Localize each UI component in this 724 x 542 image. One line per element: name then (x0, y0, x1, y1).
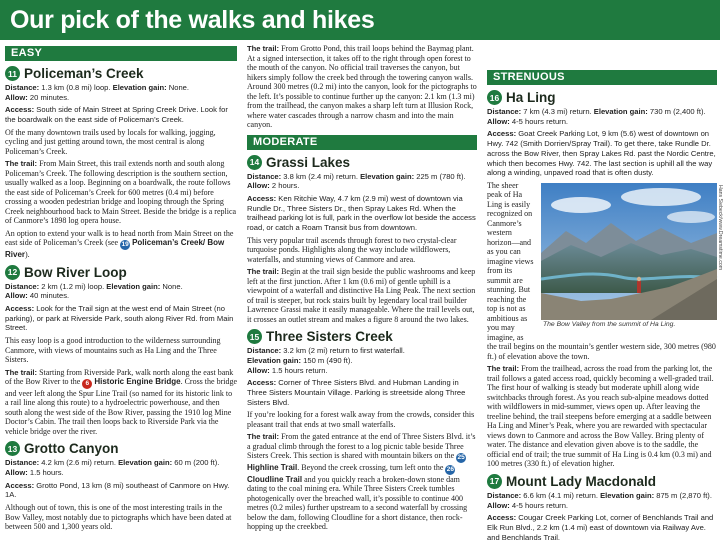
bow-valley-photo (541, 183, 717, 320)
walk-trail-description: The trail: Starting from Riverside Park, walk north along the east bank of the Bow River to the 6 Historic Engine Bridge. Cross the bridge and veer left along the Spur Line Trail (so named for its historic link to a rail line along this route) to a hydroelectric powerhouse, and then south along the west side of the Bow River, passing the 1910 log Mine Doctor’s Cabin. The trail then loops back to Riverside Park via the vehicle bridge over the river. (5, 368, 237, 437)
section-easy: EASY (5, 46, 237, 61)
ref-badge: 26 (445, 465, 455, 475)
section-strenuous: STRENUOUS (487, 70, 717, 85)
ref-badge: 19 (120, 240, 130, 250)
walk-heading-ha-ling (487, 90, 717, 105)
walk-intro: Although out of town, this is one of the most interesting trails in the Bow Valley, most notably due to pictographs which have been dated at between 500 and 1,300 years old. (5, 503, 237, 532)
walk-intro: This very popular trail ascends through forest to two crystal-clear turquoise ponds. Highlights along the way include wildflowers, waterfalls, and stunning views of Canmore and area. (247, 236, 477, 265)
walk-number-badge: 16 (487, 90, 502, 105)
ref-badge: 6 (82, 379, 92, 389)
page-title: Our pick of the walks and hikes (0, 0, 720, 40)
section-moderate: MODERATE (247, 135, 477, 150)
walk-number-badge: 12 (5, 265, 20, 280)
walk-heading-grotto-canyon (5, 441, 237, 456)
walk-heading-three-sisters-creek (247, 329, 477, 344)
walk-title: Mount Lady Macdonald (506, 474, 656, 489)
photo-figure (541, 183, 717, 333)
column-3 (487, 44, 717, 535)
walk-stats: Distance: 1.3 km (0.8 mi) loop. Elevation gain: None. Allow: 20 minutes. Access: South side of Main Street at Spring Creek Drive. Look for the boardwalk on the east side of Policeman’s Creek. (5, 83, 237, 125)
walk-number-badge: 15 (247, 329, 262, 344)
walk-title: Three Sisters Creek (266, 329, 393, 344)
continued-text-spacer (487, 44, 717, 68)
walk-heading-grassi-lakes (247, 155, 477, 170)
walk-extension-note: An option to extend your walk is to head north from Main Street on the east side of Policeman’s Creek (see 19 Policeman’s Creek/ Bow River). (5, 229, 237, 260)
photo-credit: Hans Siebeck/www.Dreamstime.com (715, 185, 724, 270)
walk-stats: Distance: 7 km (4.3 mi) return. Elevation gain: 730 m (2,400 ft). Allow: 4-5 hours return. Access: Goat Creek Parking Lot, 9 km (5.6) west of downtown on Hwy. 742 (Smith Dorrien/Spray Trail). To get there, take Rundle Dr. across the Bow River, then Spray Lakes Rd. past the Nordic Centre, which then becomes Hwy. 742. The last section is uphill all the way along a winding, unpaved road that is often dusty. (487, 107, 717, 178)
walk-stats: Distance: 6.6 km (4.1 mi) return. Elevation gain: 875 m (2,870 ft). Allow: 4-5 hours return. Access: Cougar Creek Parking Lot, corner of Benchlands Trail and Elk Run Blvd., 2.2 km (1.4 mi) east of downtown via Railway Ave. and Benchlands Trail. (487, 491, 717, 542)
walk-stats: Distance: 2 km (1.2 mi) loop. Elevation gain: None. Allow: 40 minutes. Access: Look for the Trail sign at the west end of Main Street (no parking), or park at Riverside Park, south along River Rd. from Main Street. (5, 282, 237, 334)
walk-heading-mount-lady-macdonald (487, 474, 717, 489)
walk-trail-description: The trail: Begin at the trail sign beside the public washrooms and keep left at the first junction. After 1 km (0.6 mi) of gentle uphill is a viewpoint of a waterfall and distinctive Ha Ling Peak. The next section of trail is steeper, but rock stairs built by legendary local trail builder Lawrence Grassi make it easily manageable. Where the trail levels out, it crosses an outlet stream and makes a figure 8 around the two lakes. (247, 267, 477, 324)
walk-title: Ha Ling (506, 90, 556, 105)
walk-number-badge: 14 (247, 155, 262, 170)
column-2 (247, 44, 477, 535)
walk-stats: Distance: 4.2 km (2.6 mi) return. Elevation gain: 60 m (200 ft). Allow: 1.5 hours. Access: Grotto Pond, 13 km (8 mi) southeast of Canmore on Hwy. 1A. (5, 458, 237, 500)
walk-stats: Distance: 3.8 km (2.4 mi) return. Elevation gain: 225 m (780 ft). Allow: 2 hours. Access: Ken Ritchie Way, 4.7 km (2.9 mi) west of downtown via Rundle Dr., Three Sisters Dr., then Spray Lakes Rd. When the trailhead parking lot is full, park in the overflow lot beside the access road, or catch a Roam Transit bus from downtown. (247, 172, 477, 233)
column-1 (5, 44, 237, 535)
ref-badge: 25 (456, 453, 466, 463)
walk-stats: Distance: 3.2 km (2 mi) return to first waterfall. Elevation gain: 150 m (490 ft). Allow: 1.5 hours return. Access: Corner of Three Sisters Blvd. and Hubman Landing in Three Sisters Mountain Village. Parking is streetside along Three Sisters Blvd. (247, 346, 477, 407)
walk-trail-description: The trail: From Main Street, this trail extends north and south along Policeman’s Creek. The following description is the southern section, usually walked as a loop. Beginning on a boardwalk, the route follows the east side of Policeman’s Creek for 600 metres (0.4 mi) before crossing a wooden pedestrian bridge and looping through the Spring Creek neighbourhood back to Main Street. Beside the bridge is a replica of Canmore’s 1898 log opera house. (5, 159, 237, 226)
walk-intro: This easy loop is a good introduction to the wilderness surrounding Canmore, with views of mountains such as Ha Ling and the Three Sisters. (5, 336, 237, 365)
page-banner (0, 0, 720, 40)
walk-trail-description: The trail: From the trailhead, across the road from the parking lot, the trail follows a gated access road, quickly becoming a well-graded trail. The first hour of walking is steady but moderate uphill along wide switchbacks through forest. As you reach sub-alpine meadows dotted with wildflowers in mid-summer, views open up. After leaving the treeline behind, the trail steepens before emerging at a saddle between Ha Ling and Miner’s Peak, where you are rewarded with spectacular views down to Canmore and across the Bow Valley. Bring plenty of water. The distance and elevation given above is to the saddle, the official end of trail; the true summit of Ha Ling is 0.4 km (0.3 mi) and 100 metres (330 ft.) of elevation higher. (487, 364, 717, 469)
walk-title: Grotto Canyon (24, 441, 119, 456)
walk-intro-with-photo: The Bow Valley from the summit of Ha Ling. Hans Siebeck/www.Dreamstime.com The sheer peak of Ha Ling is easily recognized on Canmore’s western horizon—and as you can imagine views from its summit are stunning. But reaching the top is not as ambitious as you may imagine, as the trail begins on the mountain’s gentler western side, 300 metres (980 ft.) of elevation above the town. (487, 181, 717, 362)
walk-title: Grassi Lakes (266, 155, 350, 170)
walk-title: Policeman’s Creek (24, 66, 144, 81)
walk-title: Bow River Loop (24, 265, 127, 280)
walk-trail-description: The trail: From the gated entrance at the end of Three Sisters Blvd. it’s a gradual climb through the forest to a log picnic table beside Three Sisters Creek. This section is shared with mountain bikers on the 25 Highline Trail. Beyond the creek crossing, turn left onto the 26 Cloudline Trail and you quickly reach a broken-down stone dam dating to the coal mining era. While Three Sisters Creek tumbles photogenically over the breached wall, it’s possible to continue 400 metres (0.2 miles) further upstream to a second waterfall by crossing below the dam, following Cloudline for a short distance, then rock-hopping up the creekbed. (247, 432, 477, 532)
walk-number-badge: 11 (5, 66, 20, 81)
walk-number-badge: 13 (5, 441, 20, 456)
walk-intro: If you’re looking for a forest walk away from the crowds, consider this pleasant trail that ends at two small waterfalls. (247, 410, 477, 429)
walk-heading-bow-river-loop (5, 265, 237, 280)
photo-caption: The Bow Valley from the summit of Ha Ling. (541, 320, 717, 329)
walk-trail-description: The trail: From Grotto Pond, this trail loops behind the Baymag plant. At a signed intersection, it takes off to the right through open forest to the mouth of the canyon. No official trail traverses the canyon, but hikers simply follow the creek bed through the towering canyon walls. Around 300 metres (0.2 mi) into the canyon, look for the pictographs to the left. It’s possible to continue further up the canyon: 2.1 km (1.3 mi) from the trailhead, the canyon makes a sharp left turn at Illusion Rock, where water cascades through a narrow chasm and into the main canyon. (247, 44, 477, 130)
walk-number-badge: 17 (487, 474, 502, 489)
walk-heading-policemans-creek (5, 66, 237, 81)
walk-intro: Of the many downtown trails used by locals for walking, jogging, cycling and just getting around town, the most central is along Policeman’s Creek. (5, 128, 237, 157)
